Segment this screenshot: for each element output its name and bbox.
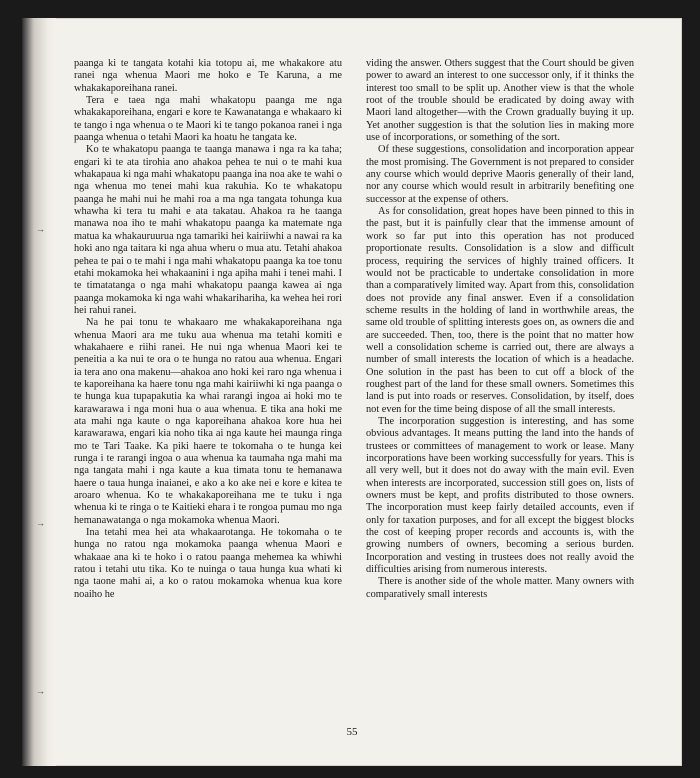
margin-arrow-icon: → (36, 686, 45, 696)
paragraph: Na he pai tonu te whakaaro me whakakaporeihana nga whenua Maori ara me tuku aua whenua ma tetahi komiti e whakahaere e riihi ranei. He nui nga whenua Maori kei te peneitia a ka nui te ora o te hunga no ratou aua whenua. Engari ia tera ano ona makenu—ahakoa ano hoki kei raro nga whenua i te kaporeihana ka haere tonu nga mahi kairiiwhi ki nga paanga o te hunga kua tupapakutia ka whai rarangi ingoa ai hoki mo te karawarawa i nga moni hua o aua whenua. E tika ana hoki me ata mahi nga kaute o nga kaporeihana ahakoa kore hua hei karawarawa, engari kia noho tika ai nga kaute hei maunga ringa mo te Tari Taake. Ka piki haere te tokomaha o te hunga kei runga i te rarangi ingoa o aua whenua ka taumaha nga mahi ma nga tangata mahi i nga kaute a kua timata tonu te hemanawa haere o taua hunga inaianei, e ako a ko ake nei e kore e kitea te aroaro whenua. Ko te whakakaporeihana me te tuku i nga whenua ki te ringa o te Kaitieki ehara i te rongoa pumau mo nga hemanawatanga o nga mokamoka whenua Maori. (74, 317, 342, 526)
document-page (22, 18, 682, 766)
paragraph: Of these suggestions, consolidation and incorporation appear the most promising. The Government is not prepared to consider any course which would deprive Maoris generally of their land, nor any course which would result in arbitrarily benefiting one successor at the expense of others. (366, 144, 634, 205)
paragraph: Tera e taea nga mahi whakatopu paanga me nga whakakaporeihana, engari e kore te Kawanatanga e whakaaro ki te tango i nga whenua o te Maori ki te tango pokanoa ranei i nga paanga whenua o tetahi Maori ka hoatu he tangata ke. (74, 95, 342, 144)
page-binding-shadow (22, 18, 56, 766)
page-number: 55 (346, 726, 358, 738)
paragraph: paanga ki te tangata kotahi kia totopu ai, me whakakore atu ranei nga whenua Maori me hoko e Te Karuna, a me whakakaporeihana ranei. (74, 58, 342, 94)
left-text-column (74, 58, 342, 601)
paragraph: Ko te whakatopu paanga te taanga manawa i nga ra ka taha; engari ki te ata tirohia ano ahakoa pehea te nui o te mahi kua whakapaua ki nga mahi whakatopu paanga ina noa ake te wahi o nga whenua mo tenei mahi kua rakuhia. Ko te whakatopu paanga he mahi nui he mahi roa a ma nga tangata tohunga kua whawha ki tera tu mahi e ata takatau. Ahakoa ra he taanga manawa noa iho te mahi whakatopu paanga ka matemate nga matua ka whakauruurua nga tamariki hei kairiiwhi a nawai ra ka hoki ano nga taitara ki nga ahua wheru o mua atu. Tetahi ahakoa pehea te pai o te mahi i nga mahi whakatopu paanga ka toe tonu etahi mokamoka hei whakaanini i nga apiha mahi i tenei mahi. I te timatatanga o nga mahi whakatopu paanga kawea ai nga paanga mokamoka ki nga wahi whakarihariha, ka wehea hei rori hei rahui ranei. (74, 144, 342, 316)
margin-arrow-icon: → (36, 224, 45, 234)
margin-arrow-icon: → (36, 518, 45, 528)
paragraph: As for consolidation, great hopes have been pinned to this in the past, but it is painfully clear that the immense amount of work so far put into this operation has not produced proportionate results. Consolidation is a slow and difficult process, requiring the services of highly trained officers. It would not be practicable to undertake consolidation in more than a comparatively limited way. Apart from this, consolidation does not provide any final answer. Even if a consolidation scheme results in the holding of land in worthwhile areas, the same old trouble of splitting interests goes on, as owners die and are succeeded. Then, too, there is the point that no matter how well a consolidation scheme is carried out, there are always a number of small interests the location of which is a headache. One solution in the past has been to cut off a block of the roughest part of the land for these small owners. Sometimes this land is put into roads or reserves. Consolidation, by itself, does not even for the time being dispose of all the small interests. (366, 206, 634, 415)
paragraph: There is another side of the whole matter. Many owners with comparatively small interests (366, 576, 634, 600)
paragraph: The incorporation suggestion is interesting, and has some obvious advantages. It means putting the land into the hands of trustees or committees of management to work or lease. Many incorporations have been working successfully for years. This is all very well, but it does not do away with the main evil. Even when interests are incorporated, succession still goes on, lists of owners must be kept, and profits distributed to those owners. The incorporation must keep fairly detailed accounts, even if only for taxation purposes, and for all except the biggest blocks the cost of keeping proper records and accounts is, with the growing numbers of owners, becoming a serious burden. Incorporation and vesting in trustees does not really avoid the difficulties arising from numerous interests. (366, 415, 634, 576)
paragraph: Ina tetahi mea hei ata whakaarotanga. He tokomaha o te hunga no ratou nga mokamoka paanga whenua Maori e whakaae ana ki te hoko i o ratou paanga mehemea ka whiwhi ratou i tetahi utu tika. Ko te nuinga o taua hunga kua whati ki nga taone mahi ai, a ko o ratou mokamoka whenua kua kore noaiho he (74, 527, 342, 600)
paragraph: viding the answer. Others suggest that the Court should be given power to award an interest to one successor only, if it thinks the interest too small to be split up. Another view is that the whole root of the trouble should be eradicated by doing away with Maori land altogether—with the Crown gradually buying it up. Yet another suggestion is that the solution lies in making more use of incorporations, or something of the sort. (366, 58, 634, 144)
right-text-column (366, 58, 634, 601)
